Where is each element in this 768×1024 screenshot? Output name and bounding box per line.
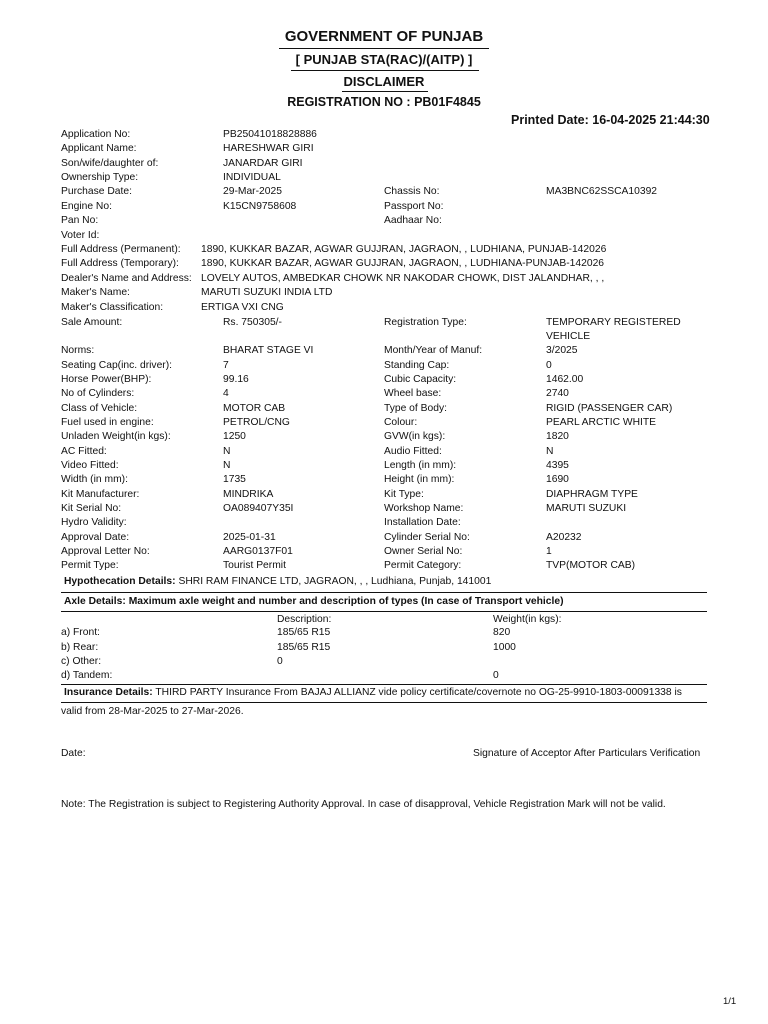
seating-label: Seating Cap(inc. driver): [61,360,173,371]
purchase-date-value: 29-Mar-2025 [223,186,282,197]
class-value: MOTOR CAB [223,403,286,414]
width-label: Width (in mm): [61,474,128,485]
disclaimer-underline [342,91,428,92]
video-label: Video Fitted: [61,460,119,471]
title-underline [279,48,489,49]
axle-divider [61,611,707,612]
cc-label: Cubic Capacity: [384,374,457,385]
reg-type-value-line1: TEMPORARY REGISTERED [546,317,681,328]
application-no-label: Application No: [61,129,131,140]
approval-letter-value: AARG0137F01 [223,546,293,557]
kit-mfr-label: Kit Manufacturer: [61,489,140,500]
aadhaar-label: Aadhaar No: [384,215,442,226]
video-value: N [223,460,231,471]
dealer-value: LOVELY AUTOS, AMBEDKAR CHOWK NR NAKODAR CHOWK, DIST JALANDHAR, , , [201,273,605,284]
install-date-label: Installation Date: [384,517,461,528]
date-label: Date: [61,748,86,759]
relation-value: JANARDAR GIRI [223,158,303,169]
height-label: Height (in mm): [384,474,455,485]
body-label: Type of Body: [384,403,447,414]
registration-number: REGISTRATION NO : PB01F4845 [287,95,481,109]
axle-details [64,596,564,608]
hp-label: Horse Power(BHP): [61,374,152,385]
colour-value: PEARL ARCTIC WHITE [546,417,657,428]
applicant-name-label: Applicant Name: [61,143,137,154]
sale-amount-label: Sale Amount: [61,317,123,328]
axle-row-desc: 0 [277,656,283,667]
reg-type-label: Registration Type: [384,317,467,328]
chassis-label: Chassis No: [384,186,440,197]
permit-category-label: Permit Category: [384,560,462,571]
authority-subtitle: [ PUNJAB STA(RAC)/(AITP) ] [295,52,473,67]
hypothecation-divider [61,592,707,593]
insurance-line2: valid from 28-Mar-2025 to 27-Mar-2026. [61,706,244,717]
disclaimer-heading: DISCLAIMER [343,74,425,89]
permit-type-label: Permit Type: [61,560,119,571]
relation-label: Son/wife/daughter of: [61,158,159,169]
insurance-divider [61,702,707,703]
applicant-name-value: HARESHWAR GIRI [223,143,314,154]
axle-row-desc: 185/65 R15 [277,627,331,638]
cylinders-label: No of Cylinders: [61,388,135,399]
kit-serial-value: OA089407Y35I [223,503,294,514]
gvw-value: 1820 [546,431,569,442]
perm-address-label: Full Address (Permanent): [61,244,181,255]
axle-label: Axle Details: [64,596,126,607]
axle-row-name: a) Front: [61,627,100,638]
sale-amount-value: Rs. 750305/- [223,317,282,328]
axle-row-name: d) Tandem: [61,670,113,681]
hydro-label: Hydro Validity: [61,517,127,528]
fuel-label: Fuel used in engine: [61,417,154,428]
cylinders-value: 4 [223,388,229,399]
voter-id-label: Voter Id: [61,230,100,241]
audio-label: Audio Fitted: [384,446,442,457]
wheelbase-value: 2740 [546,388,569,399]
ownership-value: INDIVIDUAL [223,172,281,183]
kit-type-label: Kit Type: [384,489,424,500]
page-number: 1/1 [723,996,737,1007]
axle-row-name: b) Rear: [61,642,99,653]
width-value: 1735 [223,474,246,485]
classification-value: ERTIGA VXI CNG [201,302,284,313]
axle-row-weight: 1000 [493,642,516,653]
hp-value: 99.16 [223,374,249,385]
hypothecation-details [64,576,491,588]
approval-letter-label: Approval Letter No: [61,546,150,557]
axle-row-weight: 820 [493,627,511,638]
perm-address-value: 1890, KUKKAR BAZAR, AGWAR GUJJRAN, JAGRAON, , LUDHIANA, PUNJAB-142026 [201,244,607,255]
printed-date: Printed Date: 16-04-2025 21:44:30 [511,113,710,127]
workshop-label: Workshop Name: [384,503,464,514]
class-label: Class of Vehicle: [61,403,138,414]
cc-value: 1462.00 [546,374,584,385]
approval-date-value: 2025-01-31 [223,532,276,543]
temp-address-value: 1890, KUKKAR BAZAR, AGWAR GUJJRAN, JAGRAON, , LUDHIANA-PUNJAB-142026 [201,258,605,269]
owner-serial-label: Owner Serial No: [384,546,463,557]
kit-serial-label: Kit Serial No: [61,503,122,514]
axle-weight-header: Weight(in kgs): [493,614,562,625]
insurance-label: Insurance Details: [64,687,153,698]
reg-type-value-line2: VEHICLE [546,331,591,342]
passport-label: Passport No: [384,201,444,212]
owner-serial-value: 1 [546,546,552,557]
axle-row-desc: 185/65 R15 [277,642,331,653]
height-value: 1690 [546,474,569,485]
temp-address-label: Full Address (Temporary): [61,258,179,269]
registration-note: Note: The Registration is subject to Registering Authority Approval. In case of disapproval, Vehicle Registration Mark will not be valid. [61,799,666,810]
engine-label: Engine No: [61,201,112,212]
length-value: 4395 [546,460,569,471]
seating-value: 7 [223,360,229,371]
standing-value: 0 [546,360,552,371]
insurance-details [64,687,682,699]
maker-value: MARUTI SUZUKI INDIA LTD [201,287,333,298]
standing-label: Standing Cap: [384,360,450,371]
gvw-label: GVW(in kgs): [384,431,446,442]
engine-value: K15CN9758608 [223,201,297,212]
axle-bottom-divider [61,684,707,685]
wheelbase-label: Wheel base: [384,388,442,399]
kit-mfr-value: MINDRIKA [223,489,274,500]
axle-row-name: c) Other: [61,656,102,667]
colour-label: Colour: [384,417,418,428]
ownership-label: Ownership Type: [61,172,139,183]
application-no-value: PB25041018828886 [223,129,317,140]
classification-label: Maker's Classification: [61,302,164,313]
axle-row-weight: 0 [493,670,499,681]
norms-label: Norms: [61,345,95,356]
manuf-label: Month/Year of Manuf: [384,345,483,356]
unladen-value: 1250 [223,431,246,442]
pan-label: Pan No: [61,215,99,226]
axle-description-header: Description: [277,614,332,625]
hypothecation-label: Hypothecation Details: [64,576,176,587]
government-title: GOVERNMENT OF PUNJAB [284,28,484,45]
permit-category-value: TVP(MOTOR CAB) [546,560,636,571]
maker-label: Maker's Name: [61,287,130,298]
body-value: RIGID (PASSENGER CAR) [546,403,673,414]
approval-date-label: Approval Date: [61,532,130,543]
axle-heading: Maximum axle weight and number and description of types (In case of Transport vehicle) [128,596,564,607]
acceptor-signature: Signature of Acceptor After Particulars Verification [473,748,701,759]
length-label: Length (in mm): [384,460,457,471]
cyl-serial-label: Cylinder Serial No: [384,532,470,543]
dealer-label: Dealer's Name and Address: [61,273,192,284]
cyl-serial-value: A20232 [546,532,582,543]
ac-value: N [223,446,231,457]
ac-label: AC Fitted: [61,446,107,457]
chassis-value: MA3BNC62SSCA10392 [546,186,658,197]
fuel-value: PETROL/CNG [223,417,290,428]
audio-value: N [546,446,554,457]
manuf-value: 3/2025 [546,345,578,356]
insurance-line1: THIRD PARTY Insurance From BAJAJ ALLIANZ vide policy certificate/covernote no OG-25-9910-1803-00091338 is [155,687,682,698]
permit-type-value: Tourist Permit [223,560,286,571]
workshop-value: MARUTI SUZUKI [546,503,627,514]
subtitle-underline [291,70,479,71]
hypothecation-value: SHRI RAM FINANCE LTD, JAGRAON, , , Ludhiana, Punjab, 141001 [178,576,492,587]
norms-value: BHARAT STAGE VI [223,345,314,356]
kit-type-value: DIAPHRAGM TYPE [546,489,638,500]
unladen-label: Unladen Weight(in kgs): [61,431,171,442]
purchase-date-label: Purchase Date: [61,186,132,197]
